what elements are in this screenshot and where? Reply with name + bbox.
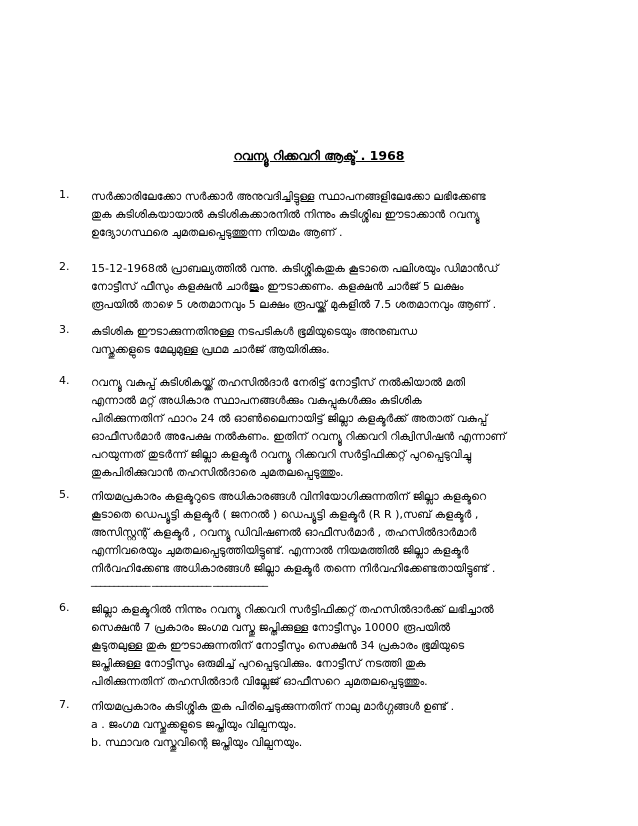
item-line: പിരിക്കുന്നതിന് ഫാറം 24 ൽ ഓൺലൈനായിട്ട് ജില്ലാ കളക്ടർക്ക് അതാത് വകുപ്പ്	[91, 412, 488, 425]
item-line: തുക കുടിശികയായാൽ കുടിശികക്കാരനിൽ നിന്നും കുടിശ്ശിഖ ഈടാക്കാൻ റവന്യൂ	[91, 208, 480, 221]
list-item-4	[59, 374, 601, 482]
document-title: റവന്യൂ റിക്കവറി ആക്ട് . 1968	[233, 148, 405, 163]
item-line: എന്നാൽ മറ്റ് അധികാര സ്ഥാപനങ്ങൾക്കും വകുപ്പുകൾക്കും കുടിശിക	[91, 394, 422, 407]
item-line: തുകപിരിക്കുവാൻ തഹസിൽദാരെ ചുമതലപ്പെടുത്തും.	[91, 466, 344, 479]
item-number: 7.	[59, 698, 70, 711]
item-line: വസ്തുക്കളുടെ മേലുമുള്ള പ്രഥമ ചാർജ് ആയിരിക്കും.	[91, 343, 330, 356]
item-line: സർക്കാരിലേക്കോ സർക്കാർ അനുവദിച്ചിട്ടുള്ള സ്ഥാപനങ്ങളിലേക്കോ ലഭിക്കേണ്ട	[91, 190, 486, 203]
item-line: ജില്ലാ കളക്ടറിൽ നിന്നും റവന്യൂ റിക്കവറി സർട്ടിഫിക്കറ്റ് തഹസിൽദാർക്ക് ലഭിച്ചാൽ	[91, 603, 494, 616]
item-line: ഓഫീസർമാർ അപേക്ഷ നൽകണം. ഇതിന് റവന്യൂ റിക്കവറി റിക്വിസിഷൻ എന്നാണ്	[91, 430, 506, 443]
item-line: a . ജംഗമ വസ്തുക്കളുടെ ജപ്തിയും വില്പനയും.	[91, 718, 297, 731]
item-line: ജപ്തിക്കുള്ള നോട്ടീസും ഒരുമിച്ച് പുറപ്പെടുവിക്കും. നോട്ടീസ് നടത്തി തുക	[91, 657, 426, 670]
item-line: നിയമപ്രകാരം കുടിശ്ശിക തുക പിരിച്ചെടുക്കുന്നതിന് നാലു മാർഗ്ഗങ്ങൾ ഉണ്ട് .	[91, 700, 455, 713]
item-line: നോട്ടീസ് ഫീസും കളക്ഷൻ ചാർജും ഈടാക്കണം. കളക്ഷൻ ചാർജ് 5 ലക്ഷം	[91, 280, 464, 293]
separator-line: _____________ _____________ ____________	[91, 574, 267, 587]
item-line: കൂടുതലുള്ള തുക ഈടാക്കുന്നതിന് നോട്ടീസും സെക്ഷൻ 34 പ്രകാരം ഭൂമിയുടെ	[91, 639, 465, 652]
item-number: 3.	[59, 323, 70, 336]
item-line: ഉദ്യോഗസ്ഥരെ ചുമതലപ്പെടുത്തുന്ന നിയമം ആണ് .	[91, 226, 343, 239]
item-line: b. സ്ഥാവര വസ്തുവിന്റെ ജപ്തിയും വില്പനയും.	[91, 736, 303, 749]
item-line: രൂപയിൽ താഴെ 5 ശതമാനവും 5 ലക്ഷം രൂപയ്ക്ക് മുകളിൽ 7.5 ശതമാനവും ആണ് .	[91, 298, 497, 311]
list-item-2	[59, 260, 601, 314]
item-number: 4.	[59, 374, 70, 387]
list-item-5	[59, 488, 601, 578]
list-item-1	[59, 188, 601, 242]
item-line: നിയമപ്രകാരം കളക്ടറുടെ അധികാരങ്ങൾ വിനിയോഗിക്കുന്നതിന് ജില്ലാ കളക്ടറെ	[91, 490, 487, 503]
item-line: അസിസ്റ്റന്റ് കളക്ടർ , റവന്യൂ ഡിവിഷണൽ ഓഫീസർമാർ , തഹസിൽദാർമാർ	[91, 526, 477, 539]
item-line: പിരിക്കുന്നതിന് തഹസിൽദാർ വില്ലേജ് ഓഫീസറെ ചുമതലപ്പെടുത്തും.	[91, 675, 428, 688]
item-number: 2.	[59, 260, 70, 273]
list-item-7	[59, 698, 601, 752]
item-line: കുടിശിക ഈടാക്കുന്നതിനുള്ള നടപടികൾ ഭൂമിയുടെയും അനുബന്ധ	[91, 325, 418, 338]
list-item-3	[59, 323, 601, 359]
item-line: എന്നിവരെയും ചുമതലപ്പെടുത്തിയിട്ടുണ്ട്. എന്നാൽ നിയമത്തിൽ ജില്ലാ കളക്ടർ	[91, 544, 469, 557]
item-line: റവന്യൂ വകുപ്പ് കുടിശികയ്ക്ക് തഹസിൽദാർ നേരിട്ട് നോട്ടീസ് നൽകിയാൽ മതി	[91, 376, 465, 389]
item-line: നിർവഹിക്കേണ്ട അധികാരങ്ങൾ ജില്ലാ കളക്ടർ തന്നെ നിർവഹിക്കേണ്ടതായിട്ടുണ്ട് .	[91, 562, 496, 575]
item-line: കൂടാതെ ഡെപ്യൂട്ടി കളക്ടർ ( ജനറൽ ) ഡെപ്യൂട്ടി കളക്ടർ (R R ),സബ് കളക്ടർ ,	[91, 508, 479, 521]
item-line: സെക്ഷൻ 7 പ്രകാരം ജംഗമ വസ്തു ജപ്തിക്കുള്ള നോട്ടീസും 10000 രൂപയിൽ	[91, 621, 451, 634]
item-number: 6.	[59, 601, 70, 614]
item-number: 1.	[59, 188, 70, 201]
item-line: പറയുന്നത് തുടർന്ന് ജില്ലാ കളക്ടർ റവന്യൂ റിക്കവറി സർട്ടിഫിക്കറ്റ് പുറപ്പെടുവിച്ചു	[91, 448, 472, 461]
item-line: 15-12-1968ൽ പ്രാബല്യത്തിൽ വന്നു. കുടിശ്ശികതുക കൂടാതെ പലിശയും ഡിമാൻഡ്	[91, 262, 499, 275]
item-number: 5.	[59, 488, 70, 501]
list-item-6	[59, 601, 601, 691]
